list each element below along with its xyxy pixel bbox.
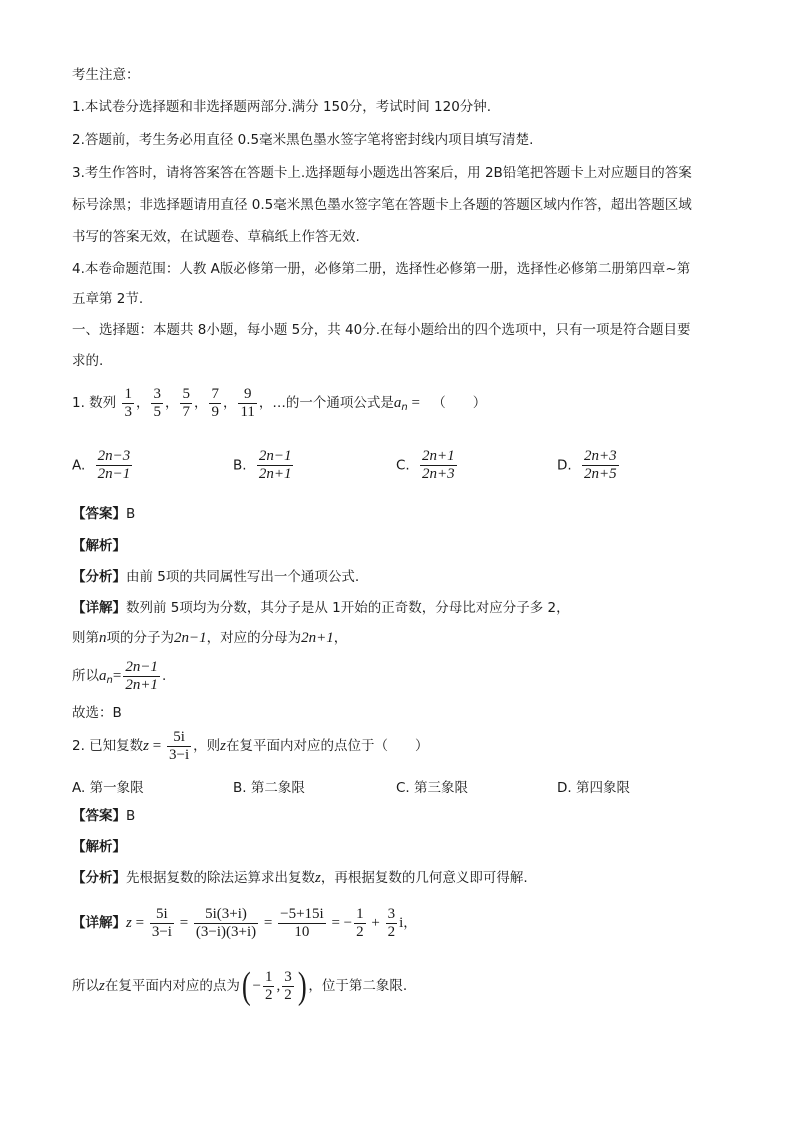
notice-item-4-cont: 五章第 2节. [72,291,144,307]
q1-frac-5: $\frac{9}{11}$ [240,385,255,420]
q1-answer: 【答案】B [72,506,136,522]
notice-item-3: 3.考生作答时，请将答案答在答题卡上.选择题每小题选出答案后，用 2B铅笔把答题卡上对应题目的答案 [72,165,692,181]
q2-option-b: B. 第二象限 [233,780,305,796]
q1-frac-4: $\frac{7}{9}$ [211,385,219,420]
q1-frac-1: $\frac{1}{3}$ [124,385,132,420]
q1-xiangjie: 【详解】数列前 5项均为分数，其分子是从 1开始的正奇数，分母比对应分子多 2， [72,600,570,616]
q2-analysis-tag: 【解析】 [72,839,126,855]
notice-item-1: 1.本试卷分选择题和非选择题两部分.满分 150分，考试时间 120分钟. [72,99,492,115]
q2-option-a: A. 第一象限 [72,780,144,796]
q1-xiangjie-line2: 则第n项的分子为2n−1，对应的分母为2n+1， [72,630,348,646]
section-heading: 一、选择题：本题共 8小题，每小题 5分，共 40分.在每小题给出的四个选项中，只有一项是符合题目要 [72,322,691,338]
notice-item-4: 4.本卷命题范围：人教 A版必修第一册，必修第二册，选择性必修第一册，选择性必修第二册第四章~第 [72,261,691,277]
q1-option-b: B. $\frac{2n-1}{2n+1}$ [233,448,292,482]
q1-bracket: （ ） [432,395,487,411]
q2-answer: 【答案】B [72,808,136,824]
q1-option-d: D. $\frac{2n+3}{2n+5}$ [557,448,617,482]
q1-analysis-tag: 【解析】 [72,538,126,554]
q1-frac-3: $\frac{5}{7}$ [182,385,190,420]
q2-conclusion: 所以z在复平面内对应的点为( − $\frac{1}{2}$ , $\frac{3}{2}$ ) ，位于第二象限. [72,965,408,1007]
notice-item-3-end: 书写的答案无效，在试题卷、草稿纸上作答无效. [72,229,360,245]
q2-fenxi: 【分析】先根据复数的除法运算求出复数z，再根据复数的几何意义即可得解. [72,870,528,886]
q2-xiangjie: 【详解】z = $\frac{5i}{3-i}$ = $\frac{5i(3+i)}{(3-i)(3+i)}$ = $\frac{-5+15i}{10}$ = − $\frac{1}{2}$ + $\frac{3}{2}$ i， [72,905,417,940]
q1-choose: 故选：B [72,705,122,721]
q1-stem: 1. 数列 $\frac{1}{3}$ ， $\frac{3}{5}$ ， $\frac{5}{7}$ ， $\frac{7}{9}$ ， $\frac{9}{11}$ ，…的一个通项公式是$a_n$ = （ ） [72,385,487,420]
right-paren-icon: ) [297,965,307,1007]
q1-frac-2: $\frac{3}{5}$ [153,385,161,420]
q2-option-d: D. 第四象限 [557,780,630,796]
q1-prefix: 1. 数列 [72,395,117,411]
section-heading-cont: 求的. [72,353,104,369]
q1-fenxi: 【分析】由前 5项的共同属性写出一个通项公式. [72,569,360,585]
notice-title: 考生注意： [72,67,140,83]
q1-option-c: C. $\frac{2n+1}{2n+3}$ [396,448,455,482]
notice-item-3-cont: 标号涂黑；非选择题请用直径 0.5毫米黑色墨水签字笔在答题卡上各题的答题区域内作答，超出答题区域 [72,197,692,213]
left-paren-icon: ( [241,965,251,1007]
q2-option-c: C. 第三象限 [396,780,469,796]
q2-stem: 2. 已知复数z = $\frac{5i}{3-i}$ ，则z在复平面内对应的点位于（ ） [72,728,429,763]
q1-xiangjie-line3: 所以$a_n=$ $\frac{2n-1}{2n+1}$ . [72,658,167,693]
q1-option-a: A. $\frac{2n-3}{2n-1}$ [72,448,131,482]
notice-item-2: 2.答题前，考生务必用直径 0.5毫米黑色墨水签字笔将密封线内项目填写清楚. [72,132,534,148]
q1-suffix: ，…的一个通项公式是 [258,395,394,411]
